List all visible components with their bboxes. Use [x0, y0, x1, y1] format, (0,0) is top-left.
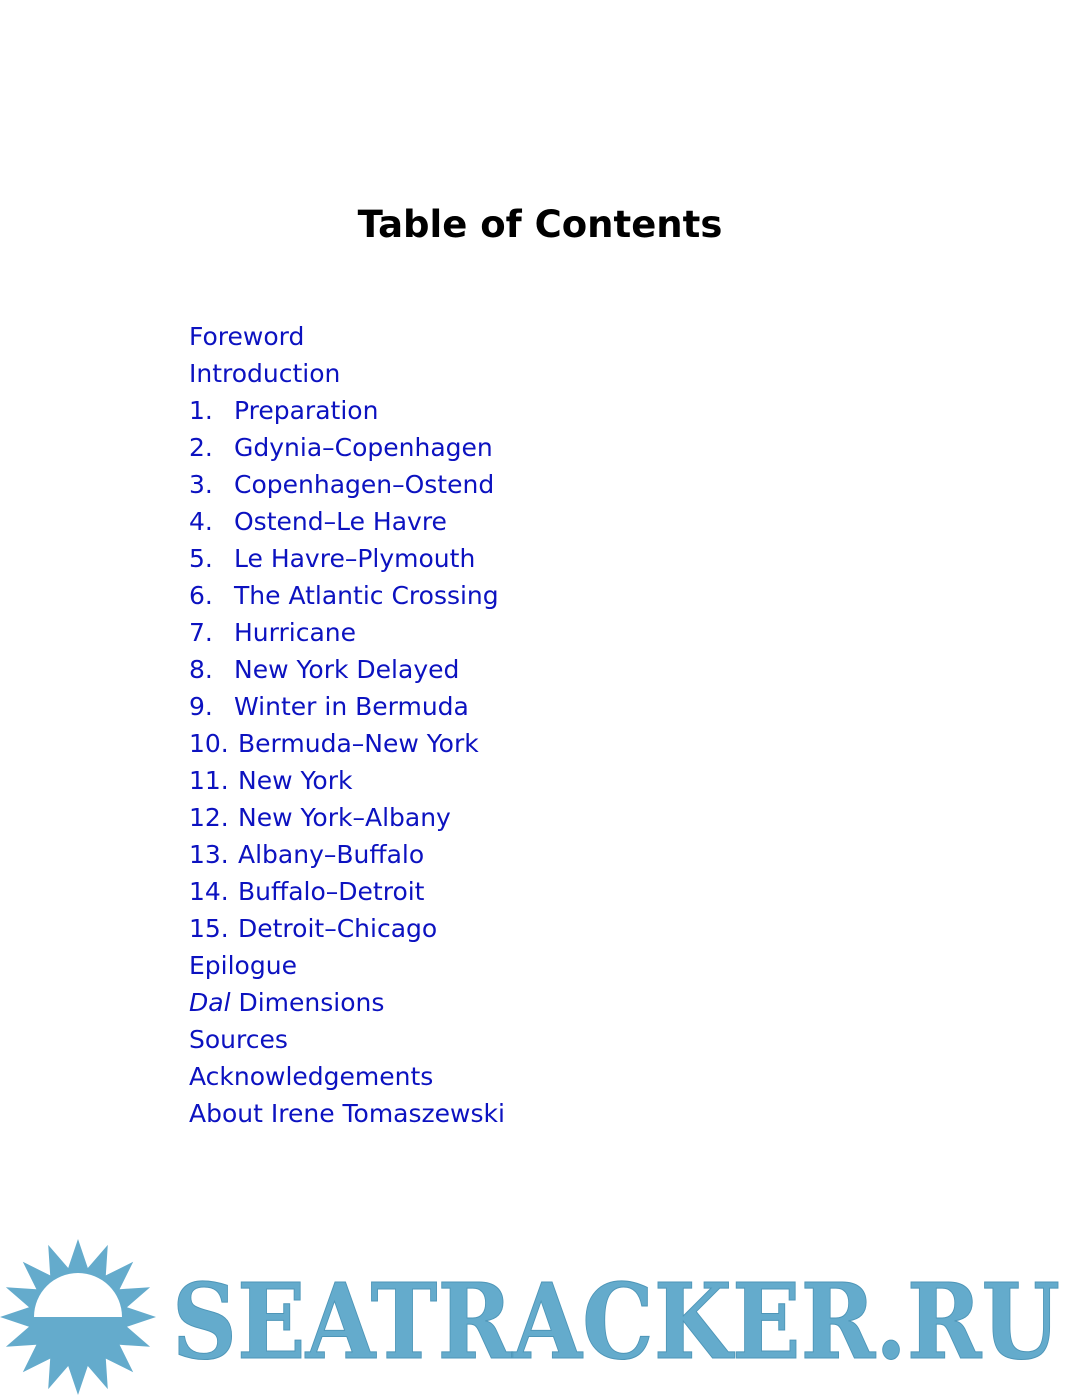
toc-link-chapter-4[interactable]	[189, 503, 505, 540]
toc-link-chapter-5[interactable]	[189, 540, 505, 577]
toc-label: New York	[238, 766, 353, 795]
toc-link-chapter-6[interactable]	[189, 577, 505, 614]
page-title: Table of Contents	[357, 203, 723, 246]
toc-link-chapter-14[interactable]	[189, 873, 505, 910]
toc-label: Hurricane	[234, 618, 356, 647]
toc-number: 11.	[189, 766, 229, 795]
toc-label: Le Havre–Plymouth	[234, 544, 476, 573]
toc-number: 5.	[189, 544, 213, 573]
toc-link-chapter-8[interactable]	[189, 651, 505, 688]
toc-label: Bermuda–New York	[238, 729, 479, 758]
toc-number: 7.	[189, 618, 213, 647]
toc-number: 8.	[189, 655, 213, 684]
sun-icon	[0, 1239, 156, 1395]
toc-link-foreword[interactable]	[189, 318, 505, 355]
toc-link-chapter-13[interactable]	[189, 836, 505, 873]
toc-label: Preparation	[234, 396, 379, 425]
table-of-contents	[189, 318, 505, 1132]
toc-number: 14.	[189, 877, 229, 906]
toc-number: 13.	[189, 840, 229, 869]
toc-number: 9.	[189, 692, 213, 721]
toc-link-chapter-10[interactable]	[189, 725, 505, 762]
toc-link-epilogue[interactable]	[189, 947, 505, 984]
toc-label: Acknowledgements	[189, 1062, 434, 1091]
toc-number: 10.	[189, 729, 229, 758]
toc-link-chapter-11[interactable]	[189, 762, 505, 799]
toc-link-chapter-15[interactable]	[189, 910, 505, 947]
toc-label: Copenhagen–Ostend	[234, 470, 495, 499]
watermark-text: SEATRACKER.RU	[172, 1260, 1060, 1383]
toc-number: 2.	[189, 433, 213, 462]
toc-link-chapter-3[interactable]	[189, 466, 505, 503]
toc-label: New York Delayed	[234, 655, 460, 684]
toc-link-chapter-2[interactable]	[189, 429, 505, 466]
toc-label: The Atlantic Crossing	[234, 581, 499, 610]
toc-label: Introduction	[189, 359, 341, 388]
toc-number: 3.	[189, 470, 213, 499]
toc-label: New York–Albany	[238, 803, 451, 832]
toc-link-acknowledgements[interactable]	[189, 1058, 505, 1095]
toc-link-chapter-1[interactable]	[189, 392, 505, 429]
toc-label: Epilogue	[189, 951, 297, 980]
toc-link-sources[interactable]	[189, 1021, 505, 1058]
toc-link-introduction[interactable]	[189, 355, 505, 392]
toc-number: 4.	[189, 507, 213, 536]
toc-link-chapter-12[interactable]	[189, 799, 505, 836]
toc-italic-label: Dal	[189, 988, 231, 1017]
toc-label: Ostend–Le Havre	[234, 507, 447, 536]
toc-number: 6.	[189, 581, 213, 610]
toc-link-chapter-7[interactable]	[189, 614, 505, 651]
toc-label: Detroit–Chicago	[238, 914, 438, 943]
toc-link-chapter-9[interactable]	[189, 688, 505, 725]
toc-number: 12.	[189, 803, 229, 832]
toc-label: Dimensions	[238, 988, 385, 1017]
toc-label: Winter in Bermuda	[234, 692, 469, 721]
watermark	[0, 1238, 1080, 1397]
toc-number: 15.	[189, 914, 229, 943]
toc-label: Gdynia–Copenhagen	[234, 433, 493, 462]
toc-label: Sources	[189, 1025, 288, 1054]
toc-number: 1.	[189, 396, 213, 425]
toc-label: About Irene Tomaszewski	[189, 1099, 505, 1128]
toc-label: Buffalo–Detroit	[238, 877, 425, 906]
toc-label: Foreword	[189, 322, 305, 351]
toc-label: Albany–Buffalo	[238, 840, 425, 869]
toc-link-about-author[interactable]	[189, 1095, 505, 1132]
toc-link-dal-dimensions[interactable]	[189, 984, 505, 1021]
